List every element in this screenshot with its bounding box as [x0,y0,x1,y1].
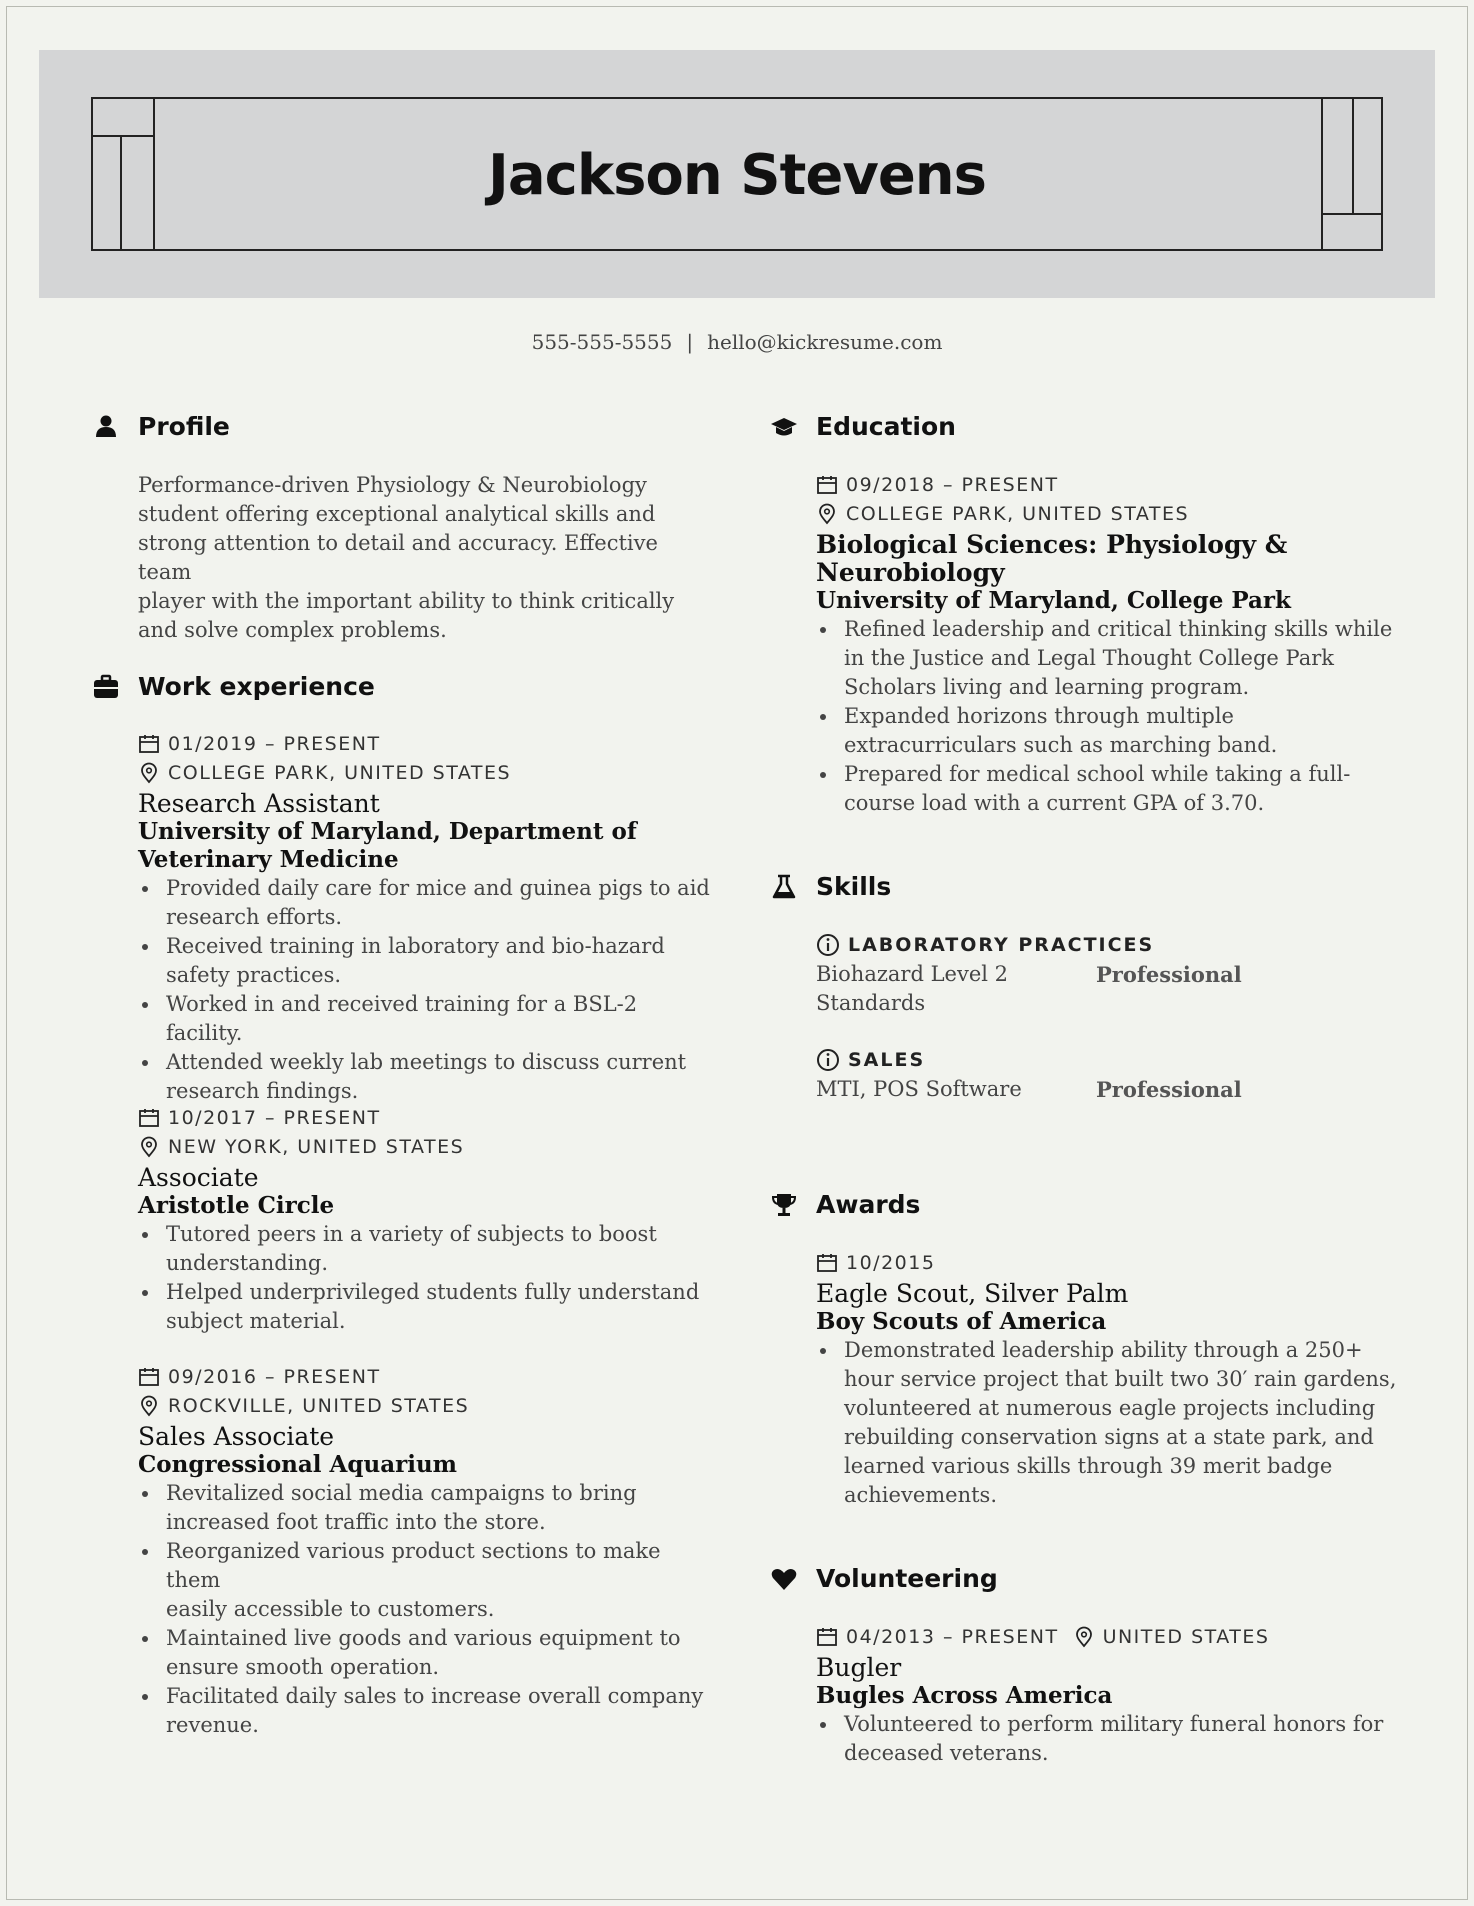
flask-icon [770,873,798,901]
job-title: Research Assistant [138,789,380,818]
award-entry [816,1248,1416,1510]
date-row [816,1248,1416,1277]
work-entry [138,729,718,1106]
education-heading [770,412,956,441]
skill-category [816,930,1416,960]
job-date: 09/2016 – PRESENT [168,1365,381,1388]
profile-line: Performance-driven Physiology & Neurobiology [138,473,647,497]
skill-category-label: LABORATORY PRACTICES [848,934,1155,956]
location-pin-icon [138,1136,160,1158]
volunteering-entry [816,1622,1416,1768]
award-title: Eagle Scout, Silver Palm [816,1279,1129,1308]
job-title: Associate [138,1163,259,1192]
job-location: ROCKVILLE, UNITED STATES [168,1394,470,1417]
contact-line [0,330,1474,354]
user-icon [92,413,120,441]
skill-level: Professional [1096,1077,1242,1102]
skills-heading-label: Skills [816,872,892,901]
work-heading [92,672,375,701]
job-bullets [138,874,718,1106]
bullet-item: Maintained live goods and various equipment to ensure smooth operation. [138,1624,718,1682]
degree-title: Biological Sciences: Physiology & [816,530,1288,559]
profile-line: and solve complex problems. [138,618,447,642]
date-row [138,729,718,758]
job-location: COLLEGE PARK, UNITED STATES [168,761,512,784]
skill-row [816,1075,1416,1104]
calendar-icon [138,1366,160,1388]
profile-line: student offering exceptional analytical skills and [138,502,656,526]
calendar-icon [816,1252,838,1274]
skill-row [816,960,1416,1018]
job-location: NEW YORK, UNITED STATES [168,1135,465,1158]
volunteering-date: 04/2013 – PRESENT [846,1625,1059,1648]
date-row [138,1103,718,1132]
work-heading-label: Work experience [138,672,375,701]
skill-category-label: SALES [848,1049,926,1071]
job-title: Sales Associate [138,1422,335,1451]
skill-name: Biohazard Level 2 Standards [816,962,1008,1015]
date-row [138,1362,718,1391]
profile-line: strong attention to detail and accuracy. Effective team [138,531,658,584]
education-bullets [816,615,1416,818]
location-row [138,1132,718,1161]
profile-heading [92,412,230,441]
job-date: 10/2017 – PRESENT [168,1106,381,1129]
awards-heading-label: Awards [816,1190,921,1219]
bullet-item: Refined leadership and critical thinking skills while in the Justice and Legal Thought College Park Scholars living and learning program. [816,615,1416,702]
work-entry [138,1103,718,1336]
volunteering-heading [770,1564,998,1593]
skill-group [816,1045,1416,1104]
bullet-item: Demonstrated leadership ability through a 250+ hour service project that built two 30′ rain gardens, volunteered at numerous eagle projects including rebuilding conservation signs at a state park, and learned various skills through 39 merit badge achievements. [816,1336,1416,1510]
bullet-item: Facilitated daily sales to increase overall company revenue. [138,1682,718,1740]
trophy-icon [770,1191,798,1219]
location-pin-icon [138,762,160,784]
calendar-icon [816,474,838,496]
date-row [816,470,1416,499]
calendar-icon [138,1107,160,1129]
bullet-item: Tutored peers in a variety of subjects to boost understanding. [138,1220,718,1278]
job-bullets [138,1220,718,1336]
volunteering-bullets [816,1710,1416,1768]
briefcase-icon [92,673,120,701]
education-location: COLLEGE PARK, UNITED STATES [846,502,1190,525]
job-org: Aristotle Circle [138,1192,335,1219]
awards-heading [770,1190,920,1219]
job-date: 01/2019 – PRESENT [168,732,381,755]
profile-line: player with the important ability to think critically [138,589,675,613]
location-pin-icon [1073,1626,1095,1648]
award-org: Boy Scouts of America [816,1308,1107,1335]
graduation-cap-icon [770,413,798,441]
location-pin-icon [816,503,838,525]
bullet-item: Provided daily care for mice and guinea pigs to aid research efforts. [138,874,718,932]
heart-icon [770,1565,798,1593]
bullet-item: Reorganized various product sections to make them easily accessible to customers. [138,1537,718,1624]
bullet-item: Attended weekly lab meetings to discuss current research findings. [138,1048,718,1106]
degree-title: Neurobiology [816,558,1005,587]
volunteering-title: Bugler [816,1653,902,1682]
job-org: Congressional Aquarium [138,1451,458,1478]
education-heading-label: Education [816,412,956,441]
job-org: Veterinary Medicine [138,846,399,873]
date-location-row [816,1622,1416,1651]
award-date: 10/2015 [846,1251,936,1274]
volunteering-org: Bugles Across America [816,1682,1113,1709]
volunteering-heading-label: Volunteering [816,1564,998,1593]
info-icon [816,1048,840,1072]
email[interactable]: hello@kickresume.com [707,330,943,354]
skills-heading [770,872,891,901]
info-icon [816,933,840,957]
bullet-item: Prepared for medical school while taking a full- course load with a current GPA of 3.70. [816,760,1416,818]
bullet-item: Volunteered to perform military funeral honors for deceased veterans. [816,1710,1416,1768]
location-row [138,758,718,787]
volunteering-location: UNITED STATES [1102,1625,1270,1648]
contact-separator: | [686,330,694,354]
award-bullets [816,1336,1416,1510]
skill-category [816,1045,1416,1075]
education-entry [816,470,1416,818]
location-row [138,1391,718,1420]
bullet-item: Helped underprivileged students fully understand subject material. [138,1278,718,1336]
job-bullets [138,1479,718,1740]
skill-level: Professional [1096,962,1242,987]
skill-name: MTI, POS Software [816,1077,1022,1101]
education-date: 09/2018 – PRESENT [846,473,1059,496]
bullet-item: Worked in and received training for a BSL-2 facility. [138,990,718,1048]
job-org: University of Maryland, Department of [138,818,637,845]
location-row [816,499,1416,528]
location-pin-icon [138,1395,160,1417]
bullet-item: Expanded horizons through multiple extracurriculars such as marching band. [816,702,1416,760]
calendar-icon [138,733,160,755]
calendar-icon [816,1626,838,1648]
profile-heading-label: Profile [138,412,230,441]
school-name: University of Maryland, College Park [816,587,1291,614]
bullet-item: Received training in laboratory and bio-hazard safety practices. [138,932,718,990]
bullet-item: Revitalized social media campaigns to bring increased foot traffic into the store. [138,1479,718,1537]
name-banner [91,97,1383,251]
candidate-name: Jackson Stevens [488,143,986,208]
skill-group [816,930,1416,1018]
work-entry [138,1362,718,1740]
profile-summary [138,471,698,645]
phone[interactable]: 555-555-5555 [531,330,673,354]
